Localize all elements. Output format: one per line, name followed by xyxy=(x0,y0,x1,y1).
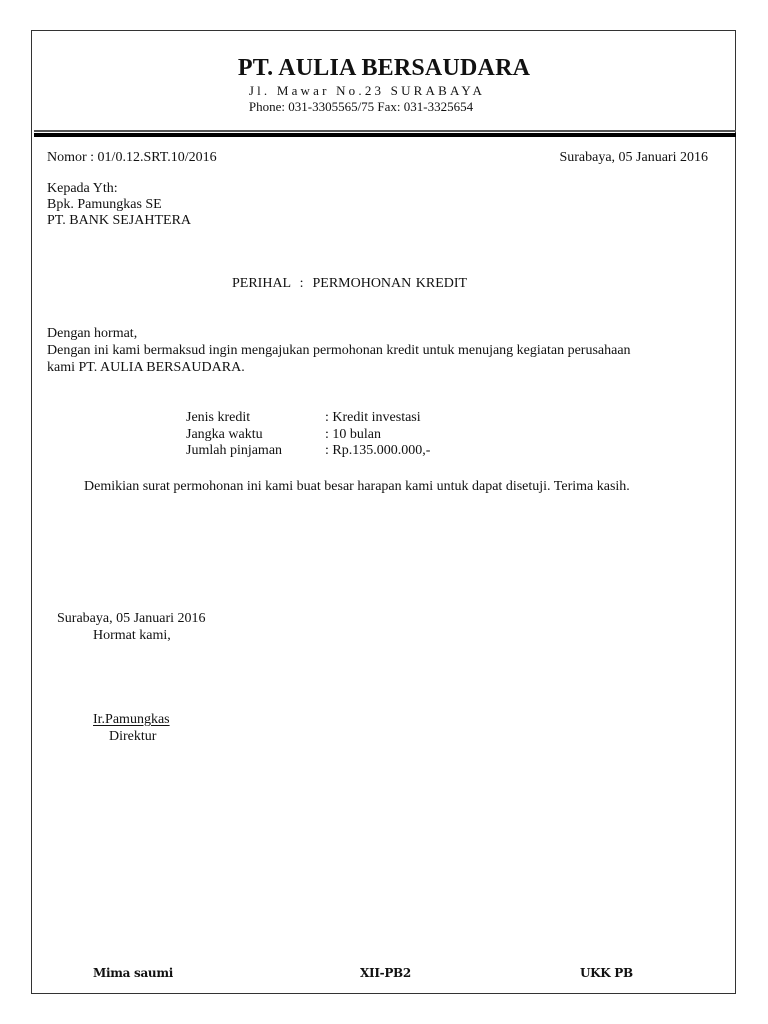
recipient-line: Kepada Yth: xyxy=(47,181,118,196)
footer-class: XII-PB2 xyxy=(360,966,411,980)
detail-value: : Rp.135.000.000,- xyxy=(325,443,431,458)
letter-number: Nomor : 01/0.12.SRT.10/2016 xyxy=(47,150,217,165)
detail-row-jangka xyxy=(186,427,430,444)
recipient-line: Bpk. Pamungkas SE xyxy=(47,197,162,212)
detail-value: : 10 bulan xyxy=(325,426,381,442)
letterhead-divider-thick xyxy=(34,133,736,137)
detail-label: Jumlah pinjaman xyxy=(186,443,283,458)
signature-place-date: Surabaya, 05 Januari 2016 xyxy=(57,611,206,626)
footer-exam: UKK PB xyxy=(580,966,633,980)
company-address: Jl. Mawar No.23 SURABAYA xyxy=(248,83,486,98)
body-paragraph xyxy=(47,343,717,377)
closing-sentence: Demikian surat permohonan ini kami buat besar harapan kami untuk dapat disetuji. Terima kasih. xyxy=(84,479,630,494)
signature-greeting: Hormat kami, xyxy=(93,628,171,643)
letter-date: Surabaya, 05 Januari 2016 xyxy=(559,150,708,165)
page-border xyxy=(31,30,736,994)
recipient-block xyxy=(47,181,191,229)
footer-author: Mima saumi xyxy=(93,966,174,980)
body-line: Dengan ini kami bermaksud ingin mengajukan permohonan kredit untuk menujang kegiatan perusahaan xyxy=(47,343,631,358)
letterhead-divider-thin xyxy=(34,130,736,132)
detail-value: : Kredit investasi xyxy=(325,410,421,425)
company-name: PT. AULIA BERSAUDARA xyxy=(237,55,531,81)
detail-label: Jenis kredit xyxy=(186,410,251,425)
signatory-title: Direktur xyxy=(109,729,157,744)
detail-row-jenis xyxy=(186,410,430,427)
detail-row-jumlah xyxy=(186,443,430,460)
signatory-name: Ir.Pamungkas xyxy=(93,712,170,727)
body-line: kami PT. AULIA BERSAUDARA. xyxy=(47,360,245,375)
salutation: Dengan hormat, xyxy=(47,326,138,341)
subject-line: PERIHAL : PERMOHONAN KREDIT xyxy=(232,276,468,291)
credit-details xyxy=(186,410,430,460)
company-phone: Phone: 031-3305565/75 Fax: 031-3325654 xyxy=(248,99,474,114)
detail-label: Jangka waktu xyxy=(186,426,263,442)
recipient-line: PT. BANK SEJAHTERA xyxy=(47,213,192,228)
